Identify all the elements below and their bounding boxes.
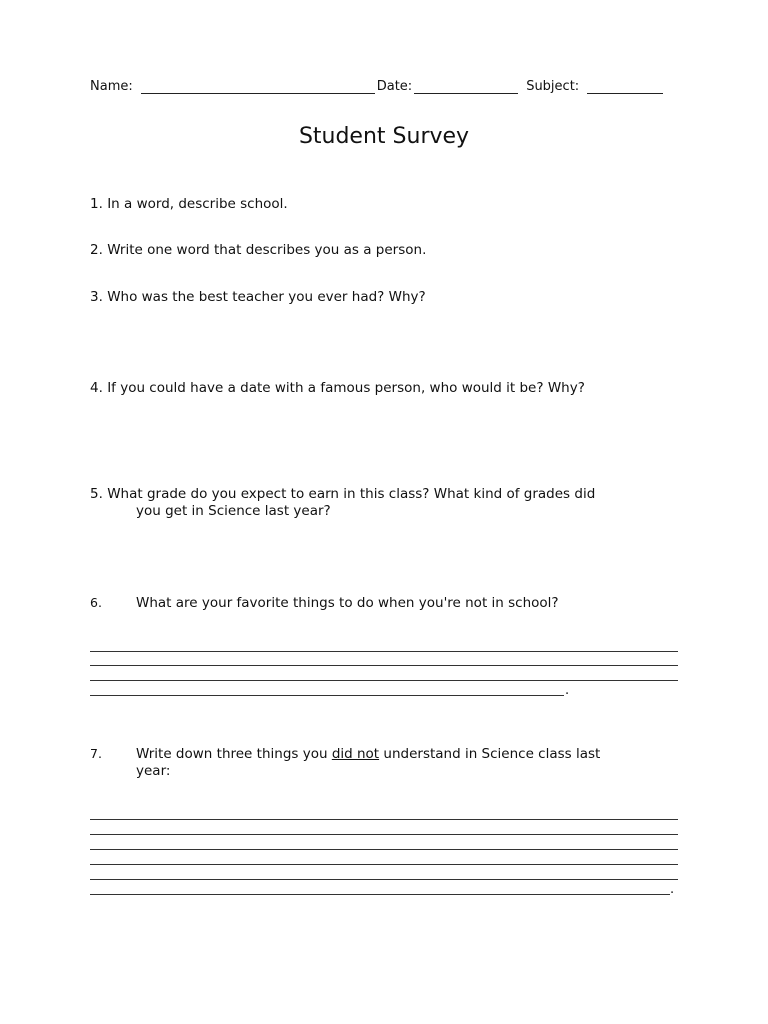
answer-line-7-1[interactable]: [90, 819, 678, 820]
answer-line-7-2[interactable]: [90, 834, 678, 835]
answer-line-7-3[interactable]: [90, 849, 678, 850]
question-2: 2. Write one word that describes you as a person.: [90, 242, 427, 258]
question-1: 1. In a word, describe school.: [90, 196, 288, 212]
answer-line-6-4[interactable]: [90, 695, 564, 696]
answer-line-6-2[interactable]: [90, 665, 678, 666]
header-fields: [90, 79, 665, 94]
subject-blank[interactable]: [587, 81, 663, 94]
question-5: 5. What grade do you expect to earn in this class? What kind of grades did you get in Science last year?: [90, 486, 596, 519]
answer-line-6-3[interactable]: [90, 680, 678, 681]
date-blank[interactable]: [414, 81, 518, 94]
answer-end-period-6: .: [565, 683, 570, 698]
date-label: Date:: [376, 79, 413, 94]
answer-line-7-6[interactable]: [90, 894, 670, 895]
question-4: 4. If you could have a date with a famous person, who would it be? Why?: [90, 380, 585, 396]
answer-line-7-4[interactable]: [90, 864, 678, 865]
answer-end-period-7: .: [670, 882, 675, 897]
page-title: Student Survey: [298, 124, 470, 149]
answer-line-6-1[interactable]: [90, 651, 678, 652]
answer-line-7-5[interactable]: [90, 879, 678, 880]
subject-label: Subject:: [526, 79, 580, 94]
question-6: 6. What are your favorite things to do when you're not in school?: [90, 595, 559, 611]
question-7: 7. Write down three things you did not understand in Science class last year:: [90, 746, 601, 779]
name-blank[interactable]: [141, 81, 375, 94]
name-label: Name:: [90, 79, 133, 94]
question-3: 3. Who was the best teacher you ever had? Why?: [90, 289, 426, 305]
